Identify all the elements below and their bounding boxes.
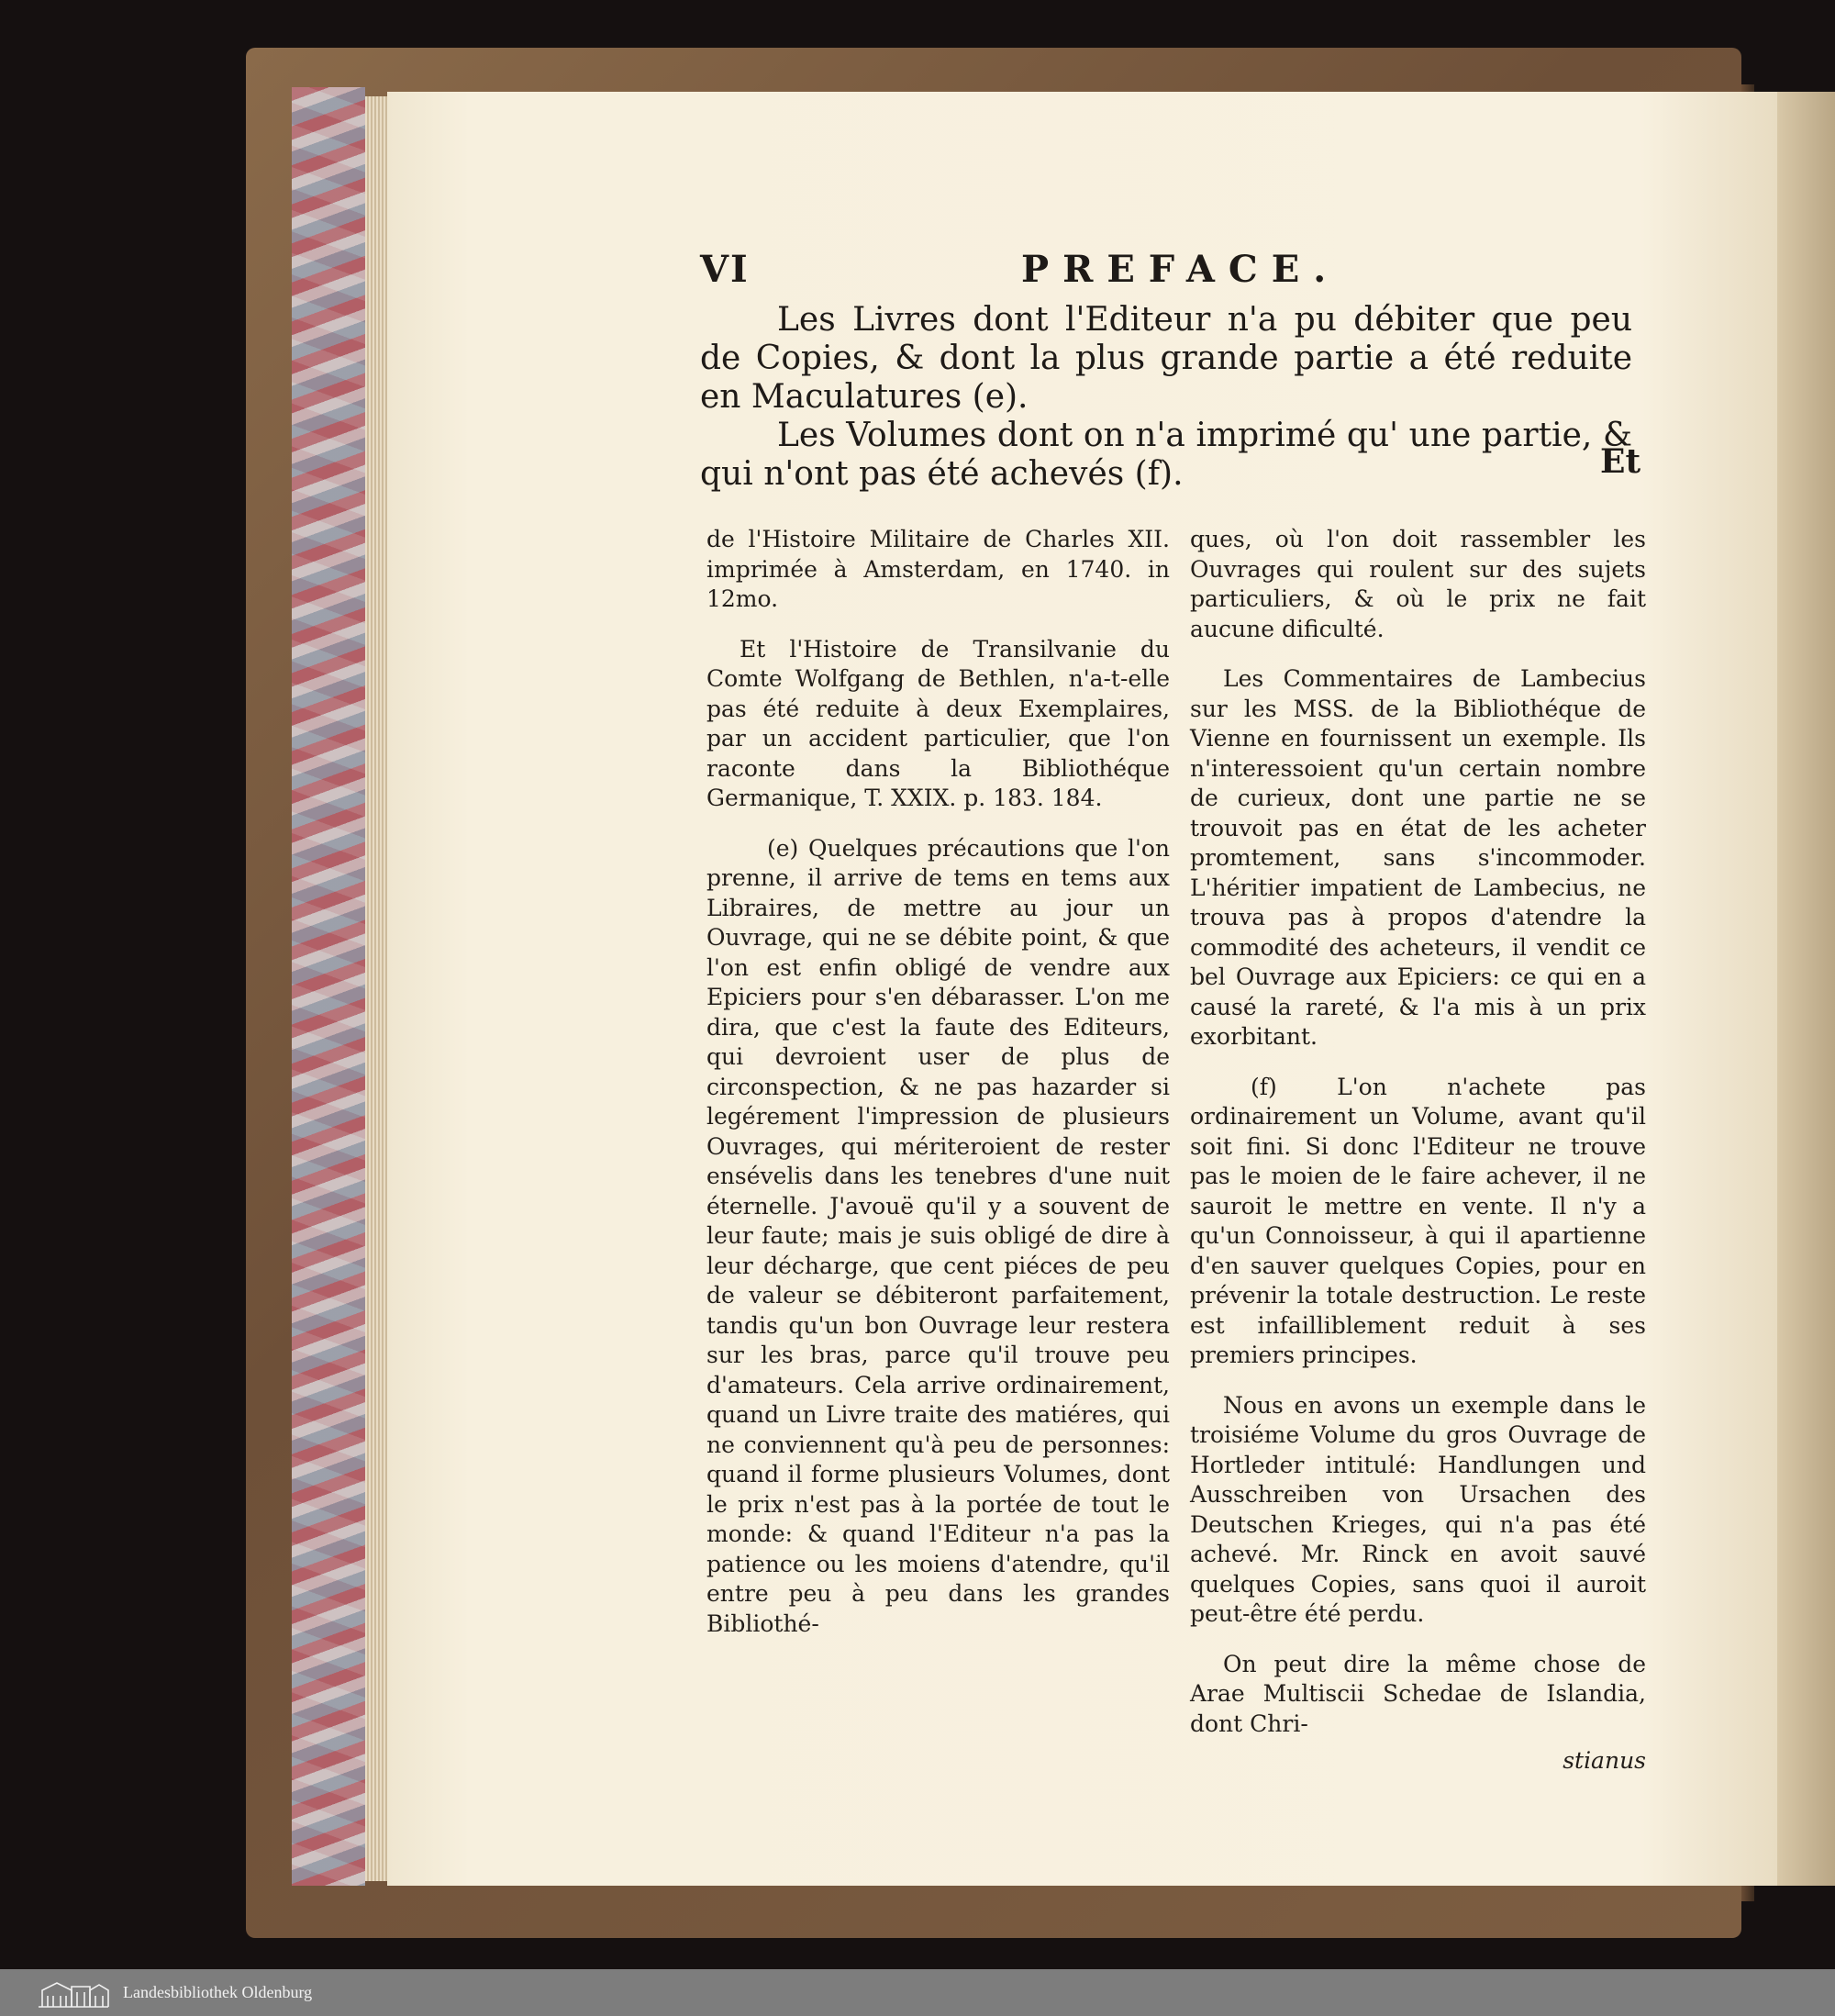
marbled-endpaper	[292, 87, 365, 1886]
page-number: VI	[700, 248, 750, 291]
running-head: PREFACE.	[1021, 248, 1340, 291]
right-paragraph: Nous en avons un exemple dans le troisiéme Volume du gros Ouvrage de Hortleder intitulé: Handlungen und Ausschreiben von Ursachen des Deutschen Krieges, qui n'a pas été achevé. Mr. Rinck en avoit sauvé quelques Copies, sans quoi il auroit peut-être été perdu.	[1190, 1391, 1646, 1627]
top-paragraph: Les Volumes dont on n'a imprimé qu' une partie, & qui n'ont pas été achevés (f).	[700, 417, 1632, 493]
library-name: Landesbibliothek Oldenburg	[123, 1983, 313, 2001]
left-paragraph: de l'Histoire Militaire de Charles XII. imprimée à Amsterdam, en 1740. in 12mo.	[706, 526, 1170, 612]
right-paragraph: Les Commentaires de Lambecius sur les MSS. de la Bibliothéque de Vienne en fournissent un exemple. Ils n'interessoient qu'un certain nombre de curieux, dont une partie ne se trouvoit pas en état de les acheter promtement, sans s'incommoder. L'héritier impatient de Lambecius, ne trouva pas à propos d'atendre la commodité des acheteurs, il vendit ce bel Ouvrage aux Epiciers: ce qui en a causé la rareté, & l'a mis à un prix exorbitant.	[1190, 665, 1646, 1050]
right-paragraph: On peut dire la même chose de Arae Multiscii Schedae de Islandia, dont Chri-	[1190, 1650, 1646, 1737]
footer-bar	[0, 1969, 1835, 2016]
left-paragraph: Et l'Histoire de Transilvanie du Comte Wolfgang de Bethlen, n'a-t-elle pas été reduite à deux Exemplaires, par un accident particulier, que l'on raconte dans la Bibliothéque Germanique, T. XXIX. p. 183. 184.	[706, 635, 1170, 811]
right-column	[1190, 525, 1646, 1777]
left-column	[706, 525, 1170, 1659]
page-edges	[365, 96, 389, 1881]
next-page-edge	[1775, 92, 1835, 1886]
top-text-block	[700, 301, 1632, 494]
library-building-icon	[37, 1977, 110, 2009]
column-catchword: stianus	[1563, 1747, 1646, 1774]
footnote-f: (f) L'on n'achete pas ordinairement un Volume, avant qu'il soit fini. Si donc l'Editeur ne trouve pas le moien de le faire achever, il ne sauroit le mettre en vente. Il n'y a qu'un Connoisseur, à qui il apartienne d'en sauver quelques Copies, pour en prévenir la totale destruction. Le reste est infailliblement reduit à ses premiers principes.	[1190, 1073, 1646, 1368]
catchword: Et	[1600, 442, 1641, 481]
footnote-e: (e) Quelques précautions que l'on prenne, il arrive de tems en tems aux Libraires, de mettre au jour un Ouvrage, qui ne se débite point, & que l'on est enfin obligé de vendre aux Epiciers pour s'en débarasser. L'on me dira, que c'est la faute des Editeurs, qui devroient user de plus de circonspection, & ne pas hazarder si legérement l'impression de plusieurs Ouvrages, qui mériteroient de rester ensévelis dans les tenebres d'une nuit éternelle. J'avouë qu'il y a souvent de leur faute; mais je suis obligé de dire à leur décharge, que cent piéces de peu de valeur se débiteront parfaitement, tandis qu'un bon Ouvrage leur restera sur les bras, parce qu'il trouve peu d'amateurs. Cela arrive ordinairement, quand un Livre traite des matiéres, qui ne conviennent qu'à peu de personnes: quand il forme plusieurs Volumes, dont le prix n'est pas à la portée de tout le monde: & quand l'Editeur n'a pas la patience ou les moiens d'atendre, qu'il entre peu à peu dans les grandes Bibliothé-	[706, 834, 1170, 1637]
top-paragraph: Les Livres dont l'Editeur n'a pu débiter que peu de Copies, & dont la plus grande partie a été reduite en Maculatures (e).	[700, 301, 1632, 416]
right-paragraph: ques, où l'on doit rassembler les Ouvrages qui roulent sur des sujets particuliers, & où le prix ne fait aucune dificulté.	[1190, 526, 1646, 642]
